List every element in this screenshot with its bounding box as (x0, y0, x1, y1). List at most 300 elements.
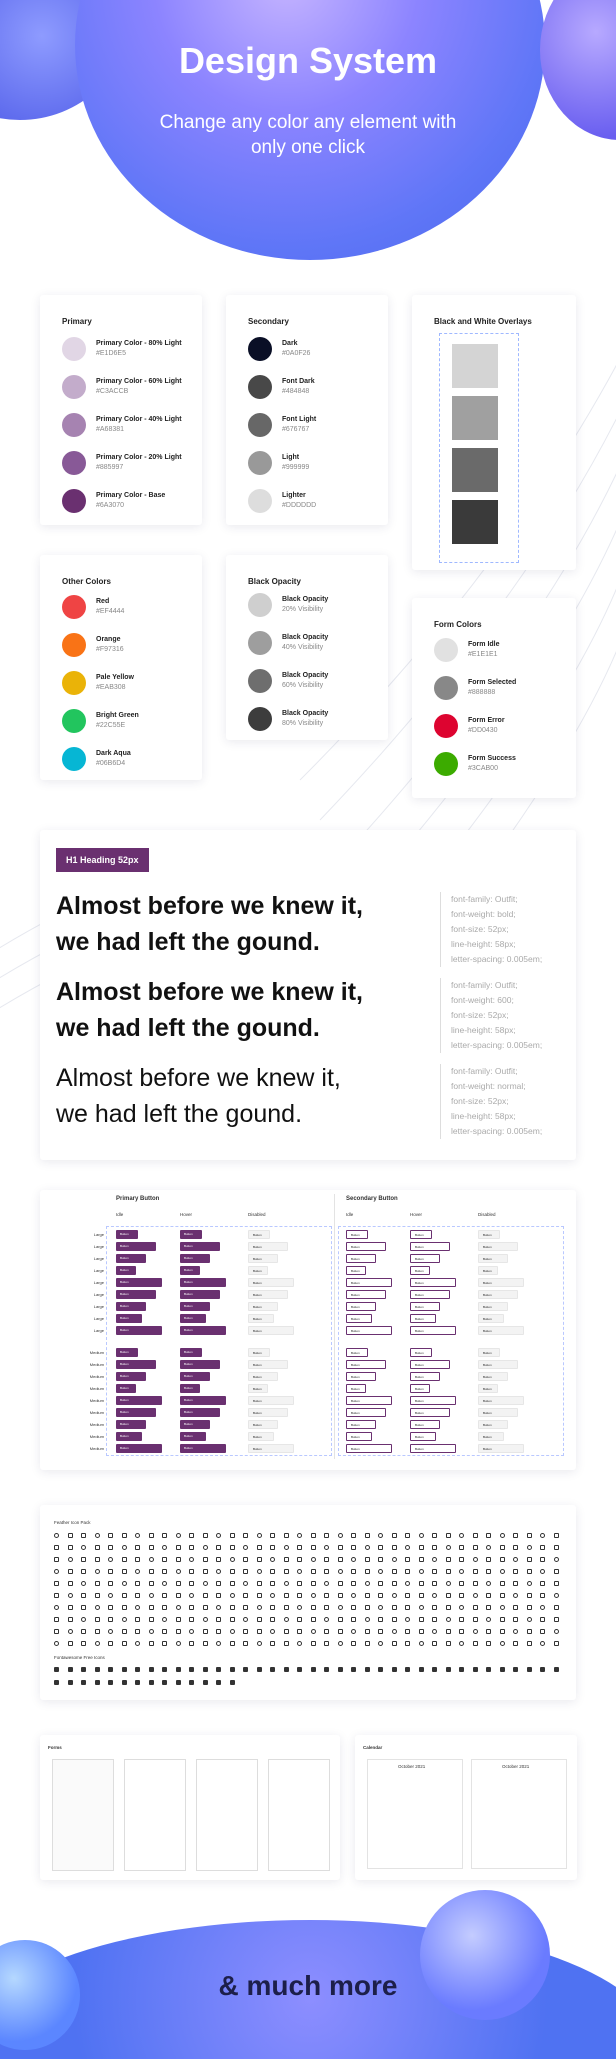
demo-button[interactable]: Button (180, 1326, 226, 1335)
icon-glyph (95, 1533, 100, 1538)
icon-glyph (338, 1533, 343, 1538)
icon-glyph (284, 1593, 289, 1598)
forms-card (40, 1735, 340, 1880)
icon-glyph (122, 1641, 127, 1646)
icon-glyph (419, 1667, 424, 1672)
icon-glyph (54, 1641, 59, 1646)
demo-button[interactable]: Button (410, 1372, 440, 1381)
demo-button[interactable]: Button (478, 1384, 498, 1393)
demo-button[interactable]: Button (346, 1254, 376, 1263)
demo-button[interactable]: Button (116, 1278, 162, 1287)
demo-button[interactable]: Button (346, 1444, 392, 1453)
demo-button[interactable]: Button (116, 1230, 138, 1239)
feather-title: Feather Icon Pack (54, 1520, 91, 1525)
icon-glyph (297, 1641, 302, 1646)
icon-glyph (216, 1593, 221, 1598)
swatch-value: #3CAB00 (468, 765, 498, 772)
icon-glyph (162, 1533, 167, 1538)
icon-glyph (216, 1617, 221, 1622)
demo-button[interactable]: Button (180, 1290, 220, 1299)
demo-button[interactable]: Button (116, 1302, 146, 1311)
icon-glyph (513, 1667, 518, 1672)
demo-button[interactable]: Button (248, 1326, 294, 1335)
swatch-dot (62, 375, 86, 399)
icon-glyph (230, 1569, 235, 1574)
color-swatch (248, 375, 315, 399)
icon-glyph (257, 1629, 262, 1634)
swatch-dot (248, 337, 272, 361)
swatch-name: Black Opacity (282, 672, 329, 679)
icon-glyph (527, 1629, 532, 1634)
icon-glyph (486, 1617, 491, 1622)
color-swatch (62, 671, 134, 695)
demo-button[interactable]: Button (248, 1384, 268, 1393)
icon-glyph (162, 1680, 167, 1685)
icon-glyph (378, 1533, 383, 1538)
demo-button[interactable]: Button (248, 1266, 268, 1275)
icon-glyph (257, 1557, 262, 1562)
icon-glyph (81, 1667, 86, 1672)
icon-glyph (513, 1557, 518, 1562)
bw-overlays-card (412, 295, 576, 570)
swatch-name: Font Dark (282, 378, 315, 385)
icon-glyph (365, 1569, 370, 1574)
demo-button[interactable]: Button (180, 1302, 210, 1311)
icon-glyph (486, 1533, 491, 1538)
swatch-value: #6A3070 (96, 502, 125, 509)
demo-button[interactable]: Button (248, 1408, 288, 1417)
demo-button[interactable]: Button (410, 1314, 436, 1323)
icon-glyph (122, 1593, 127, 1598)
demo-button[interactable]: Button (410, 1348, 432, 1357)
icon-glyph (135, 1641, 140, 1646)
row-label: Large (93, 1268, 104, 1273)
demo-button[interactable]: Button (478, 1242, 518, 1251)
icon-glyph (311, 1667, 316, 1672)
icon-glyph (108, 1533, 113, 1538)
demo-button[interactable]: Button (478, 1314, 504, 1323)
icon-glyph (473, 1617, 478, 1622)
demo-button[interactable]: Button (248, 1348, 270, 1357)
demo-button[interactable]: Button (248, 1302, 278, 1311)
icon-glyph (216, 1569, 221, 1574)
demo-button[interactable]: Button (410, 1432, 436, 1441)
icon-glyph (81, 1533, 86, 1538)
color-swatch (248, 631, 328, 655)
swatch-value: #484848 (282, 388, 310, 395)
demo-button[interactable]: Button (248, 1360, 288, 1369)
demo-button[interactable]: Button (478, 1396, 524, 1405)
demo-button[interactable]: Button (478, 1302, 508, 1311)
demo-button[interactable]: Button (478, 1432, 504, 1441)
demo-button[interactable]: Button (478, 1420, 508, 1429)
swatch-value: #C3ACCB (96, 388, 129, 395)
icon-glyph (297, 1667, 302, 1672)
much-more-text: & much more (218, 1970, 398, 2001)
demo-button[interactable]: Button (346, 1372, 376, 1381)
icon-glyph (189, 1629, 194, 1634)
demo-button[interactable]: Button (180, 1432, 206, 1441)
demo-button[interactable]: Button (180, 1372, 210, 1381)
icon-glyph (527, 1569, 532, 1574)
demo-button[interactable]: Button (410, 1384, 430, 1393)
icon-glyph (108, 1629, 113, 1634)
demo-button[interactable]: Button (116, 1396, 162, 1405)
demo-button[interactable]: Button (478, 1408, 518, 1417)
icon-glyph (216, 1557, 221, 1562)
icon-glyph (243, 1557, 248, 1562)
icon-glyph (500, 1557, 505, 1562)
icon-glyph (230, 1617, 235, 1622)
icon-glyph (513, 1641, 518, 1646)
demo-button[interactable]: Button (248, 1254, 278, 1263)
demo-button[interactable]: Button (410, 1278, 456, 1287)
demo-button[interactable]: Button (116, 1290, 156, 1299)
demo-button[interactable]: Button (248, 1314, 274, 1323)
demo-button[interactable]: Button (410, 1408, 450, 1417)
icon-glyph (419, 1533, 424, 1538)
icon-glyph (351, 1533, 356, 1538)
icon-glyph (540, 1569, 545, 1574)
demo-button[interactable]: Button (478, 1444, 524, 1453)
icon-glyph (243, 1667, 248, 1672)
demo-button[interactable]: Button (478, 1372, 508, 1381)
icon-glyph (68, 1617, 73, 1622)
swatch-value: #DDDDDD (282, 502, 317, 509)
row-label: Large (93, 1256, 104, 1261)
divider (334, 1194, 335, 1459)
icon-glyph (378, 1605, 383, 1610)
icon-glyph (446, 1581, 451, 1586)
swatch-name: Black Opacity (282, 596, 329, 603)
icon-glyph (297, 1533, 302, 1538)
demo-button[interactable]: Button (248, 1230, 270, 1239)
demo-button[interactable]: Button (116, 1432, 142, 1441)
demo-button[interactable]: Button (180, 1230, 202, 1239)
demo-button[interactable]: Button (410, 1266, 430, 1275)
row-label: Medium (89, 1350, 104, 1355)
swatch-value: #E1E1E1 (468, 651, 498, 658)
icon-glyph (473, 1533, 478, 1538)
demo-button[interactable]: Button (180, 1242, 220, 1251)
icon-glyph (554, 1581, 559, 1586)
icon-glyph (473, 1557, 478, 1562)
demo-button[interactable]: Button (478, 1278, 524, 1287)
demo-button[interactable]: Button (180, 1348, 202, 1357)
demo-button[interactable]: Button (410, 1396, 456, 1405)
icon-glyph (189, 1557, 194, 1562)
icon-glyph (446, 1617, 451, 1622)
icon-glyph (392, 1667, 397, 1672)
icon-glyph (54, 1569, 59, 1574)
icon-glyph (108, 1667, 113, 1672)
demo-button[interactable]: Button (248, 1444, 294, 1453)
demo-button[interactable]: Button (410, 1242, 450, 1251)
icon-glyph (527, 1641, 532, 1646)
icon-glyph (446, 1545, 451, 1550)
icon-glyph (540, 1593, 545, 1598)
demo-button[interactable]: Button (410, 1290, 450, 1299)
icon-glyph (351, 1581, 356, 1586)
demo-button[interactable]: Button (180, 1314, 206, 1323)
demo-button[interactable]: Button (410, 1326, 456, 1335)
color-swatch (62, 633, 124, 657)
icon-glyph (459, 1557, 464, 1562)
demo-button[interactable]: Button (410, 1230, 432, 1239)
demo-button[interactable]: Button (116, 1444, 162, 1453)
demo-button[interactable]: Button (346, 1290, 386, 1299)
icon-glyph (527, 1533, 532, 1538)
icon-glyph (68, 1667, 73, 1672)
icon-glyph (176, 1629, 181, 1634)
demo-button[interactable]: Button (116, 1408, 156, 1417)
icon-glyph (243, 1569, 248, 1574)
icon-glyph (162, 1545, 167, 1550)
demo-button[interactable]: Button (248, 1278, 294, 1287)
calendar-1[interactable]: October 2021 (367, 1759, 463, 1869)
icon-glyph (243, 1593, 248, 1598)
demo-button[interactable]: Button (180, 1278, 226, 1287)
icon-glyph (405, 1557, 410, 1562)
demo-button[interactable]: Button (116, 1360, 156, 1369)
checkbox-list-box[interactable] (196, 1759, 258, 1871)
icon-glyph (486, 1593, 491, 1598)
demo-button[interactable]: Button (248, 1242, 288, 1251)
demo-button[interactable]: Button (116, 1348, 138, 1357)
icon-glyph (54, 1680, 59, 1685)
secondary-button-title: Secondary Button (346, 1196, 398, 1202)
icon-glyph (432, 1629, 437, 1634)
icon-glyph (122, 1605, 127, 1610)
demo-button[interactable]: Button (346, 1348, 368, 1357)
icon-glyph (338, 1667, 343, 1672)
demo-button[interactable]: Button (478, 1290, 518, 1299)
demo-button[interactable]: Button (478, 1348, 500, 1357)
icon-glyph (419, 1617, 424, 1622)
color-swatch (62, 595, 124, 619)
heading-tag: H1 Heading 52px (56, 848, 149, 872)
icon-glyph (230, 1533, 235, 1538)
list-box[interactable] (52, 1759, 114, 1871)
search-list-box[interactable] (124, 1759, 186, 1871)
icon-glyph (419, 1569, 424, 1574)
demo-button[interactable]: Button (346, 1396, 392, 1405)
demo-button[interactable]: Button (116, 1326, 162, 1335)
icon-glyph (54, 1533, 59, 1538)
icon-glyph (459, 1533, 464, 1538)
icon-glyph (149, 1629, 154, 1634)
icon-glyph (392, 1629, 397, 1634)
icon-glyph (554, 1617, 559, 1622)
color-swatch (248, 489, 316, 513)
icon-glyph (365, 1629, 370, 1634)
card-title: Other Colors (62, 577, 111, 586)
demo-button[interactable]: Button (180, 1420, 210, 1429)
demo-button[interactable]: Button (248, 1372, 278, 1381)
icon-glyph (216, 1605, 221, 1610)
demo-button[interactable]: Button (478, 1360, 518, 1369)
buttons-card (40, 1190, 576, 1470)
primary-button-title: Primary Button (116, 1196, 160, 1202)
swatch-dot (248, 707, 272, 731)
icon-glyph (500, 1605, 505, 1610)
demo-button[interactable]: Button (180, 1408, 220, 1417)
icon-glyph (500, 1641, 505, 1646)
icon-glyph (527, 1581, 532, 1586)
demo-button[interactable]: Button (180, 1360, 220, 1369)
icon-glyph (473, 1545, 478, 1550)
icon-glyph (122, 1569, 127, 1574)
row-label: Large (93, 1232, 104, 1237)
color-swatch (434, 638, 500, 662)
demo-button[interactable]: Button (346, 1278, 392, 1287)
icon-glyph (270, 1617, 275, 1622)
icon-glyph (122, 1667, 127, 1672)
icon-glyph (230, 1629, 235, 1634)
demo-button[interactable]: Button (346, 1230, 368, 1239)
icon-glyph (324, 1641, 329, 1646)
icon-glyph (365, 1593, 370, 1598)
demo-button[interactable]: Button (180, 1254, 210, 1263)
swatch-value: 60% Visibility (282, 682, 324, 689)
icon-glyph (473, 1641, 478, 1646)
icon-glyph (243, 1617, 248, 1622)
demo-button[interactable]: Button (410, 1444, 456, 1453)
icon-glyph (230, 1545, 235, 1550)
demo-button[interactable]: Button (116, 1420, 146, 1429)
overlay-swatch (452, 500, 498, 544)
icon-glyph (540, 1641, 545, 1646)
icon-glyph (432, 1667, 437, 1672)
icon-glyph (149, 1667, 154, 1672)
icon-glyph (365, 1533, 370, 1538)
icons-card (40, 1505, 576, 1700)
demo-button[interactable]: Button (116, 1384, 136, 1393)
hero-subtitle: Change any color any element with only one click (159, 112, 457, 158)
demo-button[interactable]: Button (346, 1408, 386, 1417)
demo-button[interactable]: Button (116, 1254, 146, 1263)
demo-button[interactable]: Button (180, 1396, 226, 1405)
icon-glyph (405, 1629, 410, 1634)
row-label: Medium (89, 1434, 104, 1439)
icon-glyph (338, 1617, 343, 1622)
icon-glyph (500, 1617, 505, 1622)
icon-glyph (122, 1629, 127, 1634)
demo-button[interactable]: Button (346, 1384, 366, 1393)
swatch-dot (248, 413, 272, 437)
secondary-colors-card (226, 295, 388, 525)
icon-glyph (351, 1569, 356, 1574)
demo-button[interactable]: Button (346, 1326, 392, 1335)
demo-button[interactable]: Button (116, 1266, 136, 1275)
icon-glyph (203, 1533, 208, 1538)
icon-glyph (338, 1545, 343, 1550)
icon-glyph (432, 1641, 437, 1646)
icon-glyph (446, 1593, 451, 1598)
demo-button[interactable]: Button (346, 1242, 386, 1251)
icon-glyph (554, 1569, 559, 1574)
demo-button[interactable]: Button (478, 1326, 524, 1335)
search-checkbox-box[interactable] (268, 1759, 330, 1871)
demo-button[interactable]: Button (478, 1266, 498, 1275)
demo-button[interactable]: Button (248, 1290, 288, 1299)
demo-button[interactable]: Button (180, 1266, 200, 1275)
demo-button[interactable]: Button (116, 1242, 156, 1251)
color-swatch (248, 707, 328, 731)
demo-button[interactable]: Button (346, 1420, 376, 1429)
demo-button[interactable]: Button (248, 1420, 278, 1429)
hero-title: Design System (178, 40, 438, 81)
demo-button[interactable]: Button (346, 1314, 372, 1323)
icon-glyph (81, 1605, 86, 1610)
demo-button[interactable]: Button (346, 1266, 366, 1275)
demo-button[interactable]: Button (478, 1254, 508, 1263)
state-header: Idle (116, 1212, 124, 1217)
demo-button[interactable]: Button (346, 1432, 372, 1441)
demo-button[interactable]: Button (180, 1384, 200, 1393)
demo-button[interactable]: Button (410, 1420, 440, 1429)
icon-glyph (392, 1557, 397, 1562)
swatch-name: Dark (282, 340, 298, 347)
icon-glyph (365, 1641, 370, 1646)
icon-glyph (311, 1533, 316, 1538)
demo-button[interactable]: Button (248, 1396, 294, 1405)
icon-glyph (122, 1581, 127, 1586)
icon-glyph (311, 1617, 316, 1622)
icon-glyph (135, 1617, 140, 1622)
icon-glyph (243, 1533, 248, 1538)
icon-glyph (324, 1605, 329, 1610)
demo-button[interactable]: Button (410, 1254, 440, 1263)
icon-glyph (95, 1680, 100, 1685)
demo-button[interactable]: Button (478, 1230, 500, 1239)
icon-glyph (527, 1557, 532, 1562)
icon-glyph (446, 1557, 451, 1562)
demo-button[interactable]: Button (346, 1302, 376, 1311)
color-swatch (434, 752, 516, 776)
demo-button[interactable]: Button (180, 1444, 226, 1453)
icon-glyph (149, 1617, 154, 1622)
icon-glyph (527, 1617, 532, 1622)
icon-glyph (459, 1593, 464, 1598)
swatch-value: 80% Visibility (282, 720, 324, 727)
icon-glyph (108, 1569, 113, 1574)
state-header: Disabled (478, 1212, 496, 1217)
icon-glyph (216, 1641, 221, 1646)
icon-glyph (473, 1581, 478, 1586)
calendar-2[interactable]: October 2021 (471, 1759, 567, 1869)
icon-glyph (54, 1617, 59, 1622)
demo-button[interactable]: Button (346, 1360, 386, 1369)
icon-glyph (162, 1581, 167, 1586)
icon-glyph (203, 1581, 208, 1586)
icon-glyph (284, 1545, 289, 1550)
icon-glyph (176, 1557, 181, 1562)
demo-button[interactable]: Button (410, 1360, 450, 1369)
demo-button[interactable]: Button (410, 1302, 440, 1311)
demo-button[interactable]: Button (116, 1372, 146, 1381)
icon-glyph (270, 1629, 275, 1634)
demo-button[interactable]: Button (116, 1314, 142, 1323)
demo-button[interactable]: Button (248, 1432, 274, 1441)
swatch-name: Light (282, 454, 300, 461)
icon-glyph (54, 1667, 59, 1672)
icon-glyph (540, 1667, 545, 1672)
icon-glyph (122, 1617, 127, 1622)
calendar-card (355, 1735, 577, 1880)
icon-glyph (513, 1593, 518, 1598)
icon-glyph (135, 1545, 140, 1550)
